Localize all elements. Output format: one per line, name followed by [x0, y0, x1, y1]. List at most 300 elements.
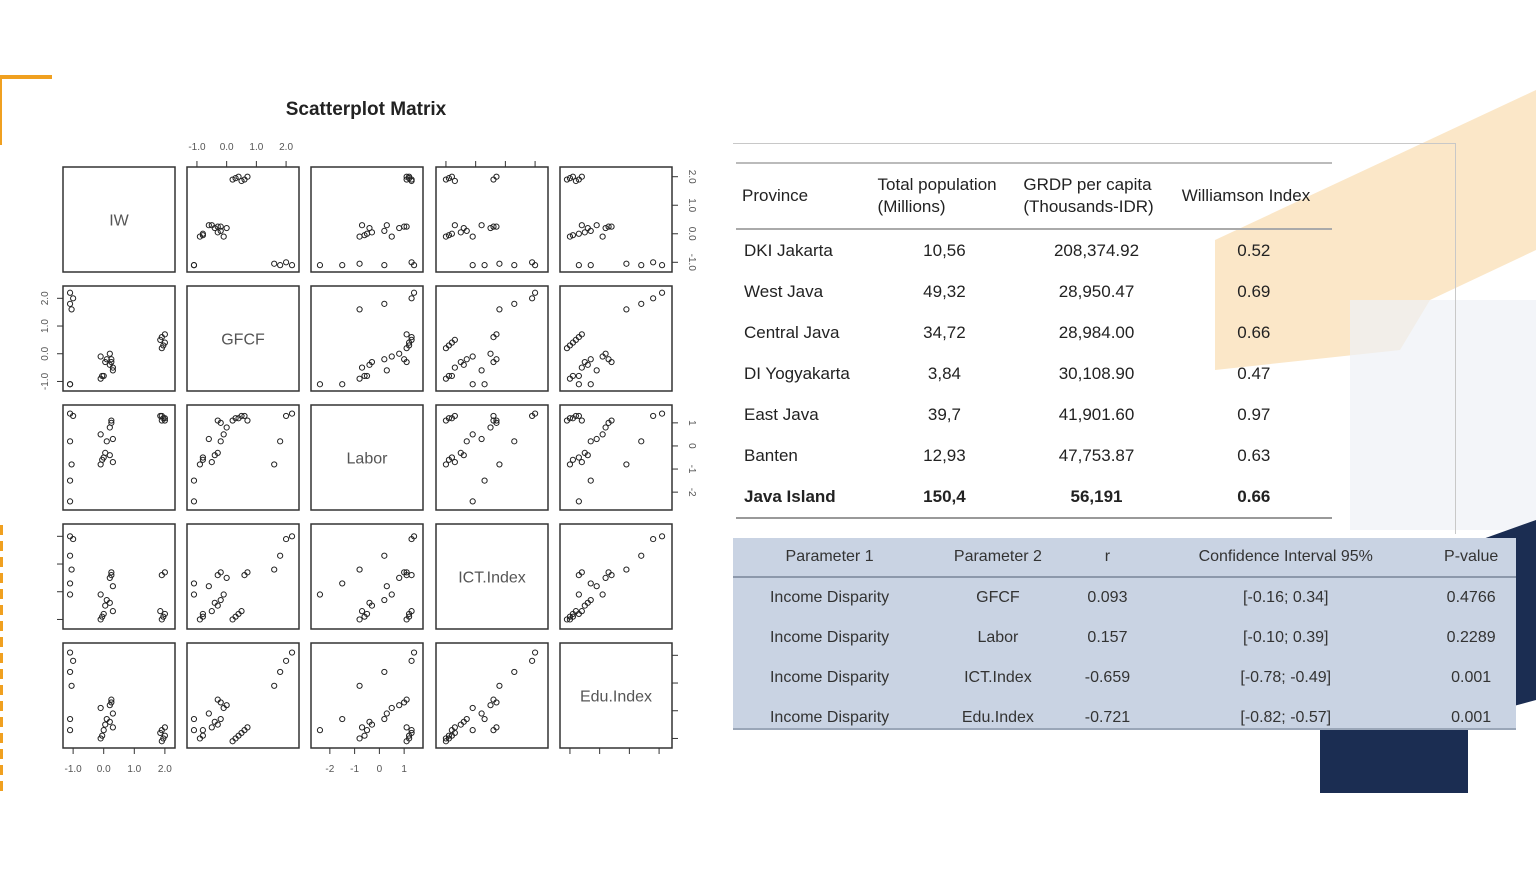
tick-label: 2.0	[157, 764, 172, 775]
panel-frame	[311, 167, 423, 272]
panel-GFCF-vs-Labor	[311, 286, 423, 391]
data-point	[588, 382, 593, 387]
tick-label: 1.0	[249, 142, 264, 153]
data-point	[221, 432, 226, 437]
data-point	[594, 368, 599, 373]
data-point	[411, 650, 416, 655]
r-value-cell: -0.659	[1084, 669, 1131, 686]
data-point	[357, 567, 362, 572]
panel-IW-vs-Labor	[311, 167, 423, 272]
data-point	[289, 650, 294, 655]
data-point	[359, 365, 364, 370]
data-point	[384, 368, 389, 373]
data-point	[289, 263, 294, 268]
table-row	[733, 577, 1516, 618]
data-point	[397, 225, 402, 230]
panel-Labor-vs-Edu.Index	[560, 405, 672, 510]
data-point	[206, 584, 211, 589]
confidence-interval-cell: [-0.10; 0.39]	[1243, 629, 1329, 646]
data-point	[191, 581, 196, 586]
data-point	[283, 536, 288, 541]
col-header: Williamson Index	[1176, 163, 1332, 229]
data-point	[278, 263, 283, 268]
data-point	[340, 382, 345, 387]
data-point	[209, 725, 214, 730]
data-point	[357, 307, 362, 312]
data-point	[110, 436, 115, 441]
panel-GFCF-vs-GFCF	[187, 286, 299, 391]
panel-IW-vs-ICT.Index	[436, 167, 548, 272]
data-point	[67, 439, 72, 444]
province-cell: East Java	[744, 404, 819, 424]
data-point	[110, 725, 115, 730]
data-point	[397, 575, 402, 580]
data-point	[340, 581, 345, 586]
data-point	[594, 223, 599, 228]
data-point	[639, 439, 644, 444]
williamson-index-cell: 0.52	[1237, 240, 1271, 260]
grdp-per-capita-cell: 30,108.90	[1058, 363, 1135, 383]
tick-label: 0.0	[96, 764, 111, 775]
data-point	[624, 462, 629, 467]
population-cell: 49,32	[923, 281, 966, 301]
data-point	[470, 263, 475, 268]
data-point	[397, 703, 402, 708]
parameter-1-cell: Income Disparity	[769, 709, 890, 726]
data-point	[588, 439, 593, 444]
data-point	[488, 425, 493, 430]
data-point	[497, 683, 502, 688]
data-point	[651, 413, 656, 418]
tick-label: 0	[376, 764, 383, 775]
panel-ICT.Index-vs-Labor	[311, 524, 423, 629]
data-point	[389, 592, 394, 597]
data-point	[482, 716, 487, 721]
data-point	[389, 705, 394, 710]
panel-Labor-vs-IW	[63, 405, 175, 510]
data-point	[470, 354, 475, 359]
williamson-index-cell: 0.97	[1237, 404, 1271, 424]
data-point	[191, 592, 196, 597]
scatterplot-matrix	[0, 0, 720, 800]
table-row	[736, 394, 1332, 435]
grdp-per-capita-cell: 208,374.92	[1053, 240, 1140, 260]
table-row	[736, 271, 1332, 312]
data-point	[588, 357, 593, 362]
data-point	[579, 418, 584, 423]
data-point	[659, 411, 664, 416]
confidence-interval-cell: [-0.78; -0.49]	[1240, 669, 1332, 686]
data-point	[357, 736, 362, 741]
williamson-index-cell: 0.69	[1237, 281, 1271, 301]
data-point	[107, 453, 112, 458]
confidence-interval-cell: [-0.82; -0.57]	[1240, 709, 1332, 726]
data-point	[98, 354, 103, 359]
williamson-table	[736, 162, 1332, 519]
population-cell: 3,84	[927, 363, 961, 383]
grdp-per-capita-cell: 56,191	[1017, 476, 1175, 518]
panel-ICT.Index-vs-GFCF	[187, 524, 299, 629]
data-point	[245, 418, 250, 423]
data-point	[98, 432, 103, 437]
data-point	[289, 411, 294, 416]
parameter-2-cell: ICT.Index	[964, 669, 1032, 686]
p-value-cell: 0.001	[1451, 669, 1492, 686]
data-point	[488, 351, 493, 356]
data-point	[576, 263, 581, 268]
data-point	[283, 413, 288, 418]
data-point	[71, 296, 76, 301]
data-point	[357, 683, 362, 688]
panel-ICT.Index-vs-ICT.Index	[436, 524, 548, 629]
data-point	[224, 425, 229, 430]
data-point	[409, 573, 414, 578]
tick-label: 0	[686, 443, 697, 449]
panel-frame	[63, 405, 175, 510]
data-point	[588, 581, 593, 586]
data-point	[470, 705, 475, 710]
tick-label: 1.0	[686, 198, 697, 213]
data-point	[191, 263, 196, 268]
data-point	[389, 354, 394, 359]
col-header: Province	[736, 163, 872, 229]
data-point	[497, 307, 502, 312]
tick-label: 1.0	[40, 319, 51, 333]
data-point	[340, 263, 345, 268]
province-cell: Java Island	[736, 476, 872, 518]
data-point	[384, 223, 389, 228]
province-cell: Central Java	[744, 322, 840, 342]
data-point	[283, 260, 288, 265]
p-value-cell: 0.4766	[1446, 589, 1496, 606]
data-point	[110, 711, 115, 716]
data-point	[384, 584, 389, 589]
data-point	[289, 534, 294, 539]
correlation-table-panel	[733, 538, 1516, 730]
data-point	[357, 617, 362, 622]
data-point	[359, 725, 364, 730]
p-value-cell: 0.2289	[1446, 629, 1496, 646]
table-row	[736, 312, 1332, 353]
variable-label: Labor	[346, 450, 388, 468]
data-point	[382, 553, 387, 558]
panel-IW-vs-IW	[63, 167, 175, 272]
panel-Labor-vs-GFCF	[187, 405, 299, 510]
data-point	[409, 296, 414, 301]
data-point	[110, 584, 115, 589]
grdp-per-capita-cell: 28,950.47	[1058, 281, 1135, 301]
parameter-1-cell: Income Disparity	[769, 669, 890, 686]
data-point	[452, 223, 457, 228]
data-point	[382, 597, 387, 602]
data-point	[464, 439, 469, 444]
p-value-cell: 0.001	[1451, 709, 1492, 726]
data-point	[470, 234, 475, 239]
data-point	[576, 231, 581, 236]
tick-label: -2	[686, 487, 697, 497]
data-point	[221, 234, 226, 239]
grdp-per-capita-cell: 41,901.60	[1058, 404, 1135, 424]
data-point	[532, 650, 537, 655]
data-point	[479, 368, 484, 373]
data-point	[651, 296, 656, 301]
tick-label: 2.0	[686, 169, 697, 184]
population-cell: 150,4	[872, 476, 1018, 518]
data-point	[359, 609, 364, 614]
williamson-index-cell: 0.47	[1237, 363, 1271, 383]
data-point	[67, 581, 72, 586]
data-point	[464, 357, 469, 362]
data-point	[357, 376, 362, 381]
data-point	[600, 234, 605, 239]
data-point	[67, 650, 72, 655]
data-point	[470, 499, 475, 504]
grdp-per-capita-cell: 47,753.87	[1058, 445, 1135, 465]
province-cell: DI Yogyakarta	[744, 363, 850, 383]
data-point	[98, 705, 103, 710]
data-point	[69, 683, 74, 688]
col-header: Parameter 1	[733, 538, 926, 577]
data-point	[218, 439, 223, 444]
variable-label: IW	[109, 212, 129, 230]
data-point	[659, 263, 664, 268]
table-row	[733, 618, 1516, 658]
data-point	[382, 263, 387, 268]
data-point	[512, 301, 517, 306]
data-point	[659, 290, 664, 295]
data-point	[482, 263, 487, 268]
col-header: r	[1070, 538, 1146, 577]
data-point	[576, 382, 581, 387]
data-point	[530, 296, 535, 301]
panel-Edu.Index-vs-ICT.Index	[436, 643, 548, 748]
population-cell: 34,72	[923, 322, 966, 342]
data-point	[382, 301, 387, 306]
data-point	[69, 462, 74, 467]
data-point	[69, 567, 74, 572]
tick-label: -2	[325, 764, 335, 775]
data-point	[624, 307, 629, 312]
panel-GFCF-vs-ICT.Index	[436, 286, 548, 391]
data-point	[579, 365, 584, 370]
data-point	[278, 439, 283, 444]
data-point	[67, 553, 72, 558]
data-point	[191, 716, 196, 721]
data-point	[67, 290, 72, 295]
province-cell: DKI Jakarta	[744, 240, 833, 260]
data-point	[409, 658, 414, 663]
data-point	[191, 499, 196, 504]
tick-label: 0.0	[40, 346, 51, 361]
data-point	[600, 432, 605, 437]
data-point	[200, 728, 205, 733]
data-point	[101, 728, 106, 733]
parameter-1-cell: Income Disparity	[769, 589, 890, 606]
data-point	[512, 669, 517, 674]
data-point	[404, 725, 409, 730]
population-cell: 12,93	[923, 445, 966, 465]
data-point	[278, 669, 283, 674]
data-point	[67, 382, 72, 387]
data-point	[639, 263, 644, 268]
data-point	[67, 301, 72, 306]
panel-Labor-vs-Labor	[311, 405, 423, 510]
data-point	[482, 382, 487, 387]
data-point	[452, 460, 457, 465]
variable-label: GFCF	[221, 331, 265, 349]
panel-Edu.Index-vs-IW	[63, 643, 175, 748]
data-point	[389, 234, 394, 239]
data-point	[67, 592, 72, 597]
data-point	[588, 263, 593, 268]
data-point	[530, 658, 535, 663]
data-point	[71, 658, 76, 663]
data-point	[359, 223, 364, 228]
data-point	[624, 261, 629, 266]
data-point	[272, 567, 277, 572]
data-point	[576, 373, 581, 378]
data-point	[191, 728, 196, 733]
data-point	[588, 478, 593, 483]
table-row	[733, 698, 1516, 738]
data-point	[497, 261, 502, 266]
parameter-2-cell: GFCF	[976, 589, 1020, 606]
data-point	[110, 609, 115, 614]
data-point	[67, 669, 72, 674]
data-point	[512, 439, 517, 444]
data-point	[651, 260, 656, 265]
tick-label: 0.0	[686, 226, 697, 241]
data-point	[278, 553, 283, 558]
data-point	[107, 351, 112, 356]
data-point	[452, 178, 457, 183]
data-point	[283, 658, 288, 663]
r-value-cell: 0.157	[1087, 629, 1128, 646]
data-point	[98, 592, 103, 597]
data-point	[224, 575, 229, 580]
panel-ICT.Index-vs-IW	[63, 524, 175, 629]
data-point	[479, 223, 484, 228]
data-point	[67, 499, 72, 504]
tick-label: -1.0	[188, 142, 206, 153]
data-point	[367, 225, 372, 230]
data-point	[382, 669, 387, 674]
data-point	[104, 439, 109, 444]
data-point	[110, 460, 115, 465]
tick-label: -1	[686, 464, 697, 474]
table-row	[736, 229, 1332, 271]
data-point	[357, 261, 362, 266]
data-point	[576, 499, 581, 504]
data-point	[659, 534, 664, 539]
tick-label: -1.0	[64, 764, 82, 775]
data-point	[158, 609, 163, 614]
data-point	[209, 609, 214, 614]
data-point	[470, 382, 475, 387]
table-row	[736, 435, 1332, 476]
population-cell: 10,56	[923, 240, 966, 260]
parameter-2-cell: Edu.Index	[961, 709, 1034, 726]
total-row	[736, 476, 1332, 518]
tick-label: 0.0	[219, 142, 234, 153]
data-point	[221, 592, 226, 597]
data-point	[67, 716, 72, 721]
data-point	[600, 592, 605, 597]
data-point	[512, 263, 517, 268]
data-point	[579, 460, 584, 465]
data-point	[579, 223, 584, 228]
panel-ICT.Index-vs-Edu.Index	[560, 524, 672, 629]
data-point	[482, 478, 487, 483]
data-point	[479, 711, 484, 716]
data-point	[224, 225, 229, 230]
population-cell: 39,7	[927, 404, 961, 424]
data-point	[470, 432, 475, 437]
data-point	[357, 234, 362, 239]
data-point	[624, 567, 629, 572]
parameter-1-cell: Income Disparity	[769, 629, 890, 646]
col-header: GRDP per capita (Thousands-IDR)	[1017, 163, 1175, 229]
data-point	[382, 716, 387, 721]
data-point	[364, 728, 369, 733]
data-point	[206, 711, 211, 716]
panel-Edu.Index-vs-Edu.Index	[560, 643, 672, 748]
tick-label: -1	[350, 764, 360, 775]
data-point	[67, 478, 72, 483]
data-point	[209, 460, 214, 465]
table-row	[733, 658, 1516, 698]
data-point	[470, 728, 475, 733]
data-point	[340, 716, 345, 721]
data-point	[384, 711, 389, 716]
tick-label: 2.0	[279, 142, 294, 153]
r-value-cell: 0.093	[1087, 589, 1128, 606]
table-row	[736, 353, 1332, 394]
data-point	[397, 351, 402, 356]
data-point	[218, 716, 223, 721]
data-point	[603, 575, 608, 580]
tick-label: 1	[686, 420, 697, 426]
data-point	[532, 290, 537, 295]
data-point	[594, 584, 599, 589]
williamson-index-cell: 0.63	[1237, 445, 1271, 465]
data-point	[272, 261, 277, 266]
panel-IW-vs-GFCF	[187, 167, 299, 272]
panel-frame	[560, 405, 672, 510]
col-header: Total population (Millions)	[872, 163, 1018, 229]
data-point	[382, 228, 387, 233]
data-point	[452, 365, 457, 370]
panel-Edu.Index-vs-GFCF	[187, 643, 299, 748]
data-point	[479, 436, 484, 441]
data-point	[404, 332, 409, 337]
panel-frame	[560, 167, 672, 272]
data-point	[191, 478, 196, 483]
data-point	[317, 382, 322, 387]
col-header: Parameter 2	[926, 538, 1070, 577]
data-point	[272, 683, 277, 688]
data-point	[317, 592, 322, 597]
province-cell: West Java	[744, 281, 824, 301]
data-point	[272, 462, 277, 467]
col-header: P-value	[1426, 538, 1516, 577]
tick-label: 2.0	[40, 291, 51, 306]
col-header: Confidence Interval 95%	[1145, 538, 1426, 577]
province-cell: Banten	[744, 445, 798, 465]
williamson-index-cell: 0.66	[1176, 476, 1332, 518]
tick-label: -1.0	[686, 253, 697, 271]
data-point	[639, 301, 644, 306]
